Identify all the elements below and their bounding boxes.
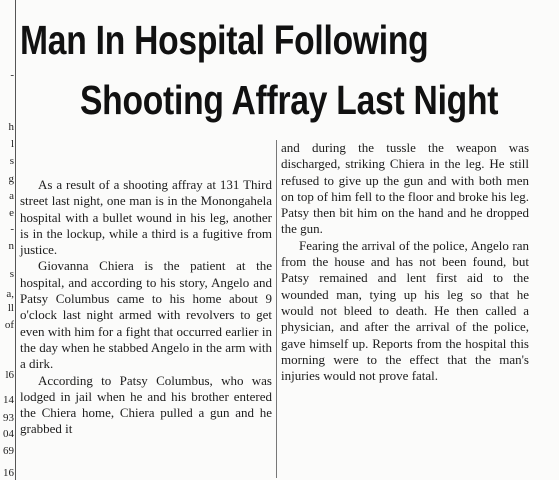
adjacent-column-fragments	[0, 0, 16, 480]
margin-fragment: -	[10, 70, 14, 81]
margin-fragment: a,	[6, 289, 14, 300]
margin-fragment: g	[8, 174, 14, 185]
margin-fragment: of	[4, 320, 14, 331]
article-paragraph: Fearing the arrival of the police, Angelo ran from the house and has not been found, but Patsy remained and lent first aid to the wounded man, tying up his leg so that he would not bleed to death. He then called a physician, and after the arrival of the police, gave himself up. Reports from the hospital this morning were to the effect that the man's injuries would not prove fatal.	[281, 237, 529, 384]
margin-fragment: a	[9, 191, 14, 202]
headline-line-2: Shooting Affray Last Night	[80, 77, 499, 123]
article-paragraph: Giovanna Chiera is the patient at the hospital, and according to his story, Angelo and Patsy Columbus came to his home about 9 o'clock last night armed with revolvers to get even with him for a fight that occurred earlier in the day when he stabbed Angelo in the arm with a dirk.	[20, 258, 272, 372]
margin-fragment: 16	[3, 468, 14, 479]
column-rule	[15, 0, 16, 480]
margin-fragment: 04	[3, 429, 14, 440]
article-paragraph: and during the tussle the weapon was discharged, striking Chiera in the leg. He still refused to give up the gun and with both men on top of him fell to the floor and broke his leg. Patsy then bit him on the hand and he dropped the gun.	[281, 140, 529, 237]
margin-fragment: e	[9, 208, 14, 219]
margin-fragment: s	[9, 156, 14, 167]
article-column-right	[281, 140, 529, 384]
margin-fragment: s	[9, 269, 14, 280]
headline-line-1: Man In Hospital Following	[20, 17, 429, 63]
column-divider	[276, 140, 277, 478]
article-paragraph: According to Patsy Columbus, who was lodged in jail when he and his brother entered the Chiera home, Chiera pulled a gun and he grabbed it	[20, 372, 272, 437]
margin-fragment: l6	[5, 370, 14, 381]
margin-fragment: l	[10, 139, 14, 150]
margin-fragment: 14	[3, 395, 14, 406]
margin-fragment: 93	[3, 413, 14, 424]
margin-fragment: ll	[7, 303, 14, 314]
margin-fragment: -	[10, 224, 14, 235]
article-column-left	[20, 177, 272, 438]
margin-fragment: h	[8, 122, 14, 133]
margin-fragment: 69	[3, 446, 14, 457]
headline	[20, 8, 556, 136]
margin-fragment: n	[8, 241, 14, 252]
article-paragraph: As a result of a shooting affray at 131 Third street last night, one man is in the Monongahela hospital with a bullet wound in his leg, another is in the lockup, while a third is a fugitive from justice.	[20, 177, 272, 258]
